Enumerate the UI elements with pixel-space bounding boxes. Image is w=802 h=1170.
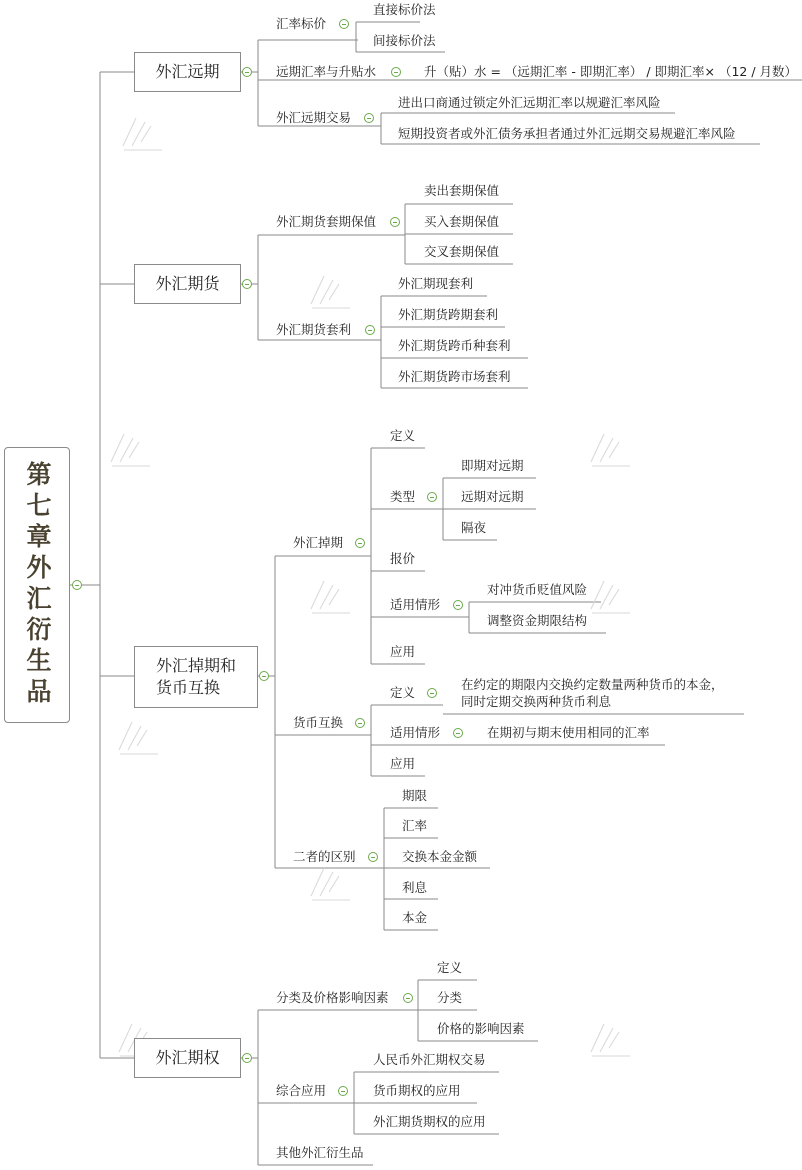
leaf-label[interactable]: 外汇期现套利 (398, 276, 474, 291)
leaf-label[interactable]: 外汇期货期权的应用 (373, 1114, 486, 1129)
leaf-label[interactable]: 外汇期货跨期套利 (398, 307, 499, 322)
collapse-toggle-icon[interactable] (403, 993, 413, 1003)
collapse-toggle-icon[interactable] (390, 217, 400, 227)
node-label[interactable]: 分类及价格影响因素 (276, 990, 389, 1005)
leaf-label[interactable]: 报价 (390, 551, 416, 566)
branch-options[interactable] (134, 1038, 241, 1078)
collapse-toggle-icon[interactable] (453, 600, 463, 610)
leaf-label[interactable]: 买入套期保值 (424, 214, 500, 229)
leaf-label[interactable]: 货币期权的应用 (373, 1083, 461, 1098)
branch-swap-label-line1: 外汇掉期和 (155, 656, 236, 675)
watermark-icon (306, 575, 356, 615)
leaf-label[interactable]: 分类 (437, 990, 463, 1005)
leaf-label[interactable]: 期限 (402, 788, 428, 803)
leaf-label[interactable]: 交换本金金额 (402, 849, 478, 864)
node-label[interactable]: 外汇期货套期保值 (276, 214, 377, 229)
leaf-label[interactable]: 在期初与期末使用相同的汇率 (487, 725, 650, 740)
node-label[interactable]: 外汇掉期 (293, 535, 344, 550)
collapse-toggle-icon[interactable] (355, 718, 365, 728)
leaf-label[interactable]: 即期对远期 (461, 458, 524, 473)
watermark-icon (114, 716, 164, 756)
node-label[interactable]: 适用情形 (390, 725, 441, 740)
collapse-toggle-icon[interactable] (242, 67, 252, 77)
leaf-label[interactable]: 短期投资者或外汇债务承担者通过外汇远期交易规避汇率风险 (398, 126, 736, 141)
leaf-label[interactable]: 卖出套期保值 (424, 183, 500, 198)
node-label[interactable]: 货币互换 (293, 715, 344, 730)
leaf-label[interactable]: 价格的影响因素 (437, 1021, 525, 1036)
collapse-toggle-icon[interactable] (339, 19, 349, 29)
collapse-toggle-icon[interactable] (242, 1053, 252, 1063)
leaf-label[interactable]: 调整资金期限结构 (487, 613, 588, 628)
node-label[interactable]: 远期汇率与升贴水 (276, 64, 377, 79)
branch-forward[interactable] (134, 52, 241, 92)
leaf-label[interactable]: 交叉套期保值 (424, 244, 500, 259)
formula-label[interactable]: 升（贴）水 = （远期汇率 - 即期汇率） / 即期汇率× （12 / 月数） (424, 64, 798, 79)
leaf-label[interactable]: 对冲货币贬值风险 (487, 582, 588, 597)
leaf-label[interactable]: 其他外汇衍生品 (276, 1145, 364, 1160)
leaf-label[interactable]: 应用 (390, 644, 416, 659)
watermark-icon (118, 112, 168, 152)
leaf-label-line2[interactable]: 同时定期交换两种货币利息 (461, 694, 612, 709)
leaf-label[interactable]: 利息 (402, 880, 428, 895)
collapse-toggle-icon[interactable] (72, 580, 82, 590)
branch-forward-label: 外汇远期 (155, 62, 220, 81)
branch-futures-label: 外汇期货 (155, 274, 220, 293)
leaf-label[interactable]: 汇率 (402, 818, 428, 833)
watermark-icon (586, 428, 636, 468)
leaf-label[interactable]: 隔夜 (461, 520, 487, 535)
leaf-label[interactable]: 定义 (437, 960, 463, 975)
leaf-label[interactable]: 定义 (390, 428, 416, 443)
node-label[interactable]: 二者的区别 (293, 849, 356, 864)
root-title: 第七章外汇衍生品 (23, 461, 52, 709)
collapse-toggle-icon[interactable] (427, 492, 437, 502)
leaf-label-line1[interactable]: 在约定的期限内交换约定数量两种货币的本金， (461, 677, 724, 692)
leaf-label[interactable]: 远期对远期 (461, 489, 524, 504)
node-label[interactable]: 汇率标价 (276, 16, 327, 31)
node-label[interactable]: 外汇期货套利 (276, 322, 352, 337)
collapse-toggle-icon[interactable] (391, 67, 401, 77)
collapse-toggle-icon[interactable] (242, 279, 252, 289)
node-label[interactable]: 类型 (390, 489, 416, 504)
leaf-label[interactable]: 进出口商通过锁定外汇远期汇率以规避汇率风险 (398, 95, 661, 110)
branch-futures[interactable] (134, 264, 241, 304)
leaf-label[interactable]: 外汇期货跨币种套利 (398, 338, 511, 353)
branch-options-label: 外汇期权 (155, 1048, 220, 1067)
watermark-icon (586, 1018, 636, 1058)
watermark-icon (586, 575, 636, 615)
root-node[interactable] (4, 447, 70, 723)
watermark-icon (306, 270, 356, 310)
leaf-label[interactable]: 间接标价法 (373, 33, 436, 48)
branch-swap-label-line2: 货币互换 (155, 678, 220, 697)
node-label[interactable]: 适用情形 (390, 597, 441, 612)
collapse-toggle-icon[interactable] (453, 728, 463, 738)
node-label[interactable]: 定义 (390, 685, 416, 700)
leaf-label[interactable]: 直接标价法 (373, 2, 436, 17)
collapse-toggle-icon[interactable] (365, 325, 375, 335)
watermark-icon (106, 428, 156, 468)
watermark-icon (306, 862, 356, 902)
leaf-label[interactable]: 本金 (402, 910, 428, 925)
leaf-label[interactable]: 人民币外汇期权交易 (373, 1052, 486, 1067)
branch-swap[interactable] (134, 646, 258, 708)
node-label[interactable]: 外汇远期交易 (276, 110, 352, 125)
collapse-toggle-icon[interactable] (338, 1086, 348, 1096)
collapse-toggle-icon[interactable] (368, 852, 378, 862)
leaf-label[interactable]: 外汇期货跨市场套利 (398, 369, 511, 384)
collapse-toggle-icon[interactable] (427, 688, 437, 698)
leaf-label[interactable]: 应用 (390, 756, 416, 771)
node-label[interactable]: 综合应用 (276, 1083, 327, 1098)
collapse-toggle-icon[interactable] (355, 538, 365, 548)
collapse-toggle-icon[interactable] (259, 671, 269, 681)
collapse-toggle-icon[interactable] (364, 113, 374, 123)
